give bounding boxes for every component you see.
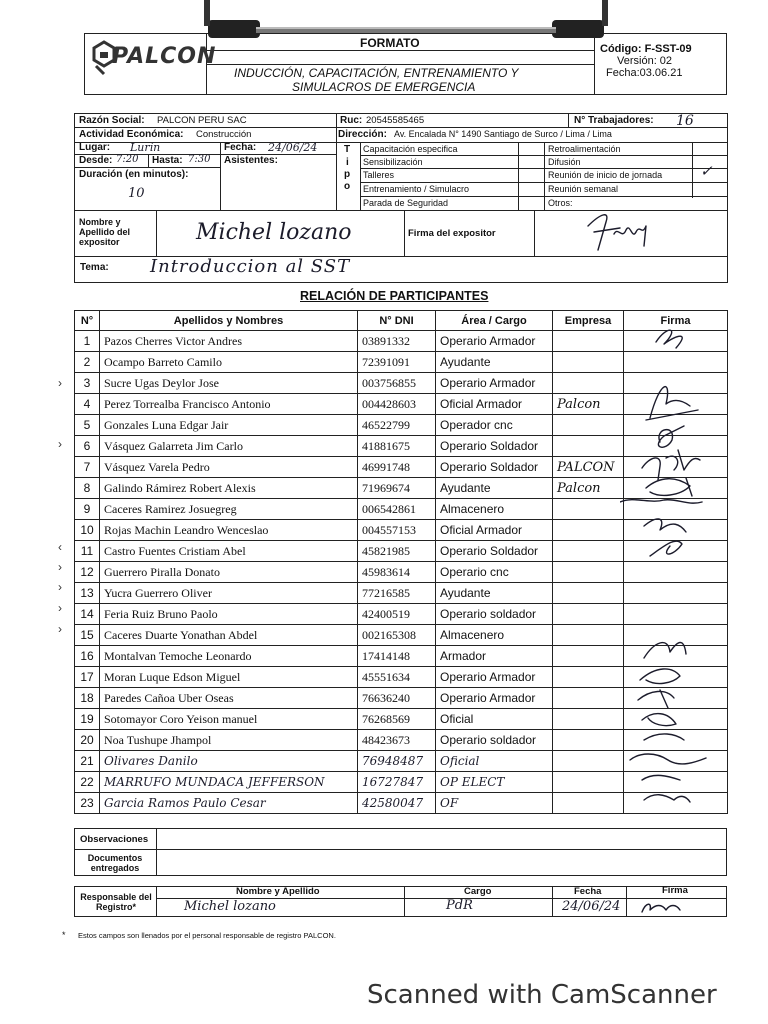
- participant-empresa: [553, 562, 624, 583]
- row-number: 3: [75, 373, 100, 394]
- participant-dni: 48423673: [358, 730, 436, 751]
- participant-empresa: Palcon: [553, 394, 624, 415]
- participant-name: Sucre Ugas Deylor Jose: [100, 373, 358, 394]
- participant-dni: 004557153: [358, 520, 436, 541]
- row-number: 16: [75, 646, 100, 667]
- footer-note: Estos campos son llenados por el personal responsable de registro PALCON.: [78, 931, 336, 940]
- row-number: 1: [75, 331, 100, 352]
- participant-empresa: [553, 415, 624, 436]
- participant-area: Operario cnc: [436, 562, 553, 583]
- expositor-label-1: Nombre y Apellido del expositor: [79, 217, 131, 247]
- participant-empresa: [553, 709, 624, 730]
- tipo-letter-2: i: [346, 157, 349, 168]
- participant-name: Paredes Cañoa Uber Oseas: [100, 688, 358, 709]
- tema-label: Tema:: [80, 262, 109, 273]
- row-number: 17: [75, 667, 100, 688]
- participant-area: Almacenero: [436, 499, 553, 520]
- doc-code: Código: F-SST-09: [600, 43, 692, 55]
- col-firma-label: Firma: [662, 885, 688, 896]
- desde-value: 7:20: [116, 154, 139, 165]
- signature-7: [642, 450, 700, 480]
- row-number: 11: [75, 541, 100, 562]
- participant-name: Rojas Machin Leandro Wenceslao: [100, 520, 358, 541]
- col-header-firma: Firma: [624, 311, 728, 331]
- participant-name: Ocampo Barreto Camilo: [100, 352, 358, 373]
- participant-area: Oficial: [436, 709, 553, 730]
- participant-dni: 71969674: [358, 478, 436, 499]
- participants-title: RELACIÓN DE PARTICIPANTES: [300, 289, 489, 303]
- participant-empresa: [553, 730, 624, 751]
- expositor-signature: [580, 206, 660, 254]
- actividad-value: Construcción: [196, 129, 252, 140]
- participant-name: Noa Tushupe Jhampol: [100, 730, 358, 751]
- tipo-option-difusion: Difusión: [548, 157, 581, 167]
- participant-name: Caceres Ramirez Josuegreg: [100, 499, 358, 520]
- participant-dni: 003756855: [358, 373, 436, 394]
- participant-dni: 77216585: [358, 583, 436, 604]
- participant-empresa: [553, 331, 624, 352]
- participant-area: Operador cnc: [436, 415, 553, 436]
- tipo-option-otros: Otros:: [548, 198, 573, 208]
- expositor-value: Michel lozano: [196, 220, 352, 245]
- ruc-value: 20545585465: [366, 115, 425, 126]
- participant-empresa: PALCON: [553, 457, 624, 478]
- participant-empresa: [553, 604, 624, 625]
- footer-note-bullet: *: [62, 930, 66, 940]
- direccion-label: Dirección:: [338, 129, 387, 140]
- participant-dni: 004428603: [358, 394, 436, 415]
- tipo-option-talleres: Talleres: [363, 170, 395, 180]
- signature-21: [630, 754, 706, 764]
- participant-area: Oficial Armador: [436, 394, 553, 415]
- tipo-option-inicio-jornada: Reunión de inicio de jornada: [548, 170, 663, 180]
- participant-name: Gonzales Luna Edgar Jair: [100, 415, 358, 436]
- row-number: 4: [75, 394, 100, 415]
- tipo-option-entrenamiento: Entrenamiento / Simulacro: [363, 184, 470, 194]
- row-number: 20: [75, 730, 100, 751]
- hasta-value: 7:30: [188, 154, 211, 165]
- participant-dni: 76268569: [358, 709, 436, 730]
- duracion-value: 10: [128, 186, 145, 201]
- row-number: 2: [75, 352, 100, 373]
- participant-area: OP ELECT: [436, 772, 553, 793]
- tipo-option-capacitacion: Capacitación especifica: [363, 144, 458, 154]
- participant-dni: 45983614: [358, 562, 436, 583]
- participant-empresa: [553, 436, 624, 457]
- participant-dni: 41881675: [358, 436, 436, 457]
- participant-name: Galindo Rámirez Robert Alexis: [100, 478, 358, 499]
- responsable-label: Responsable del Registro*: [80, 892, 152, 912]
- col-cargo-label: Cargo: [464, 886, 492, 897]
- trabajadores-value: 16: [676, 113, 694, 129]
- duracion-label: Duración (en minutos):: [79, 169, 189, 180]
- signature-16: [644, 643, 686, 659]
- logo-text: PALCON: [112, 44, 217, 69]
- signature-23: [644, 795, 690, 802]
- row-number: 19: [75, 709, 100, 730]
- check-mark-icon: ✓: [700, 162, 713, 180]
- doc-date: Fecha:03.06.21: [606, 67, 683, 79]
- lugar-value: Lurín: [130, 141, 161, 154]
- row-number: 21: [75, 751, 100, 772]
- participant-dni: 42580047: [358, 793, 436, 814]
- tipo-option-sensibilizacion: Sensibilización: [363, 157, 423, 167]
- row-number: 10: [75, 520, 100, 541]
- participant-dni: 45821985: [358, 541, 436, 562]
- participant-area: Operario Soldador: [436, 436, 553, 457]
- doc-title-line2: SIMULACROS DE EMERGENCIA: [292, 80, 476, 94]
- row-number: 8: [75, 478, 100, 499]
- participant-name: Yucra Guerrero Oliver: [100, 583, 358, 604]
- doc-version: Versión: 02: [617, 55, 673, 67]
- row-number: 18: [75, 688, 100, 709]
- participant-area: Operario soldador: [436, 730, 553, 751]
- doc-type: FORMATO: [360, 36, 420, 50]
- col-header-dni: N° DNI: [358, 311, 436, 331]
- signature-8: [646, 478, 692, 496]
- participant-dni: 16727847: [358, 772, 436, 793]
- actividad-label: Actividad Económica:: [79, 129, 184, 140]
- participant-area: OF: [436, 793, 553, 814]
- col-fecha-label: Fecha: [574, 886, 602, 897]
- participant-dni: 72391091: [358, 352, 436, 373]
- participant-name: Vásquez Varela Pedro: [100, 457, 358, 478]
- participant-dni: 42400519: [358, 604, 436, 625]
- tipo-option-parada: Parada de Seguridad: [363, 198, 449, 208]
- signature-17: [640, 669, 680, 684]
- asistentes-label: Asistentes:: [224, 155, 278, 166]
- row-number: 15: [75, 625, 100, 646]
- direccion-value: Av. Encalada N° 1490 Santiago de Surco / Lima / Lima: [394, 129, 612, 139]
- col-header-area: Área / Cargo: [436, 311, 553, 331]
- participant-empresa: [553, 751, 624, 772]
- responsable-fecha: 24/06/24: [562, 899, 621, 914]
- observaciones-label: Observaciones: [80, 834, 149, 845]
- razon-social-label: Razón Social:: [79, 115, 145, 126]
- signature-22: [642, 775, 680, 780]
- participant-signatures: [620, 320, 728, 810]
- doc-title-line1: INDUCCIÓN, CAPACITACIÓN, ENTRENAMIENTO Y: [234, 66, 519, 80]
- row-number: 6: [75, 436, 100, 457]
- row-number: 13: [75, 583, 100, 604]
- participant-name: MARRUFO MUNDACA JEFFERSON: [100, 772, 358, 793]
- participant-area: Almacenero: [436, 625, 553, 646]
- participant-area: Operario Armador: [436, 331, 553, 352]
- camscanner-watermark: Scanned with CamScanner: [367, 980, 717, 1010]
- signature-18: [638, 690, 674, 708]
- fecha-value: 24/06/24: [268, 141, 318, 154]
- responsable-nombre: Michel lozano: [184, 899, 276, 914]
- participant-dni: 03891332: [358, 331, 436, 352]
- participant-name: Guerrero Piralla Donato: [100, 562, 358, 583]
- participant-dni: 46522799: [358, 415, 436, 436]
- trabajadores-label: N° Trabajadores:: [574, 115, 654, 126]
- signature-9: [620, 500, 702, 503]
- participant-empresa: [553, 793, 624, 814]
- participant-name: Moran Luque Edson Miguel: [100, 667, 358, 688]
- participant-dni: 76948487: [358, 751, 436, 772]
- participant-empresa: [553, 352, 624, 373]
- tipo-letter-3: p: [344, 169, 351, 180]
- tipo-option-semanal: Reunión semanal: [548, 184, 619, 194]
- participant-name: Feria Ruiz Bruno Paolo: [100, 604, 358, 625]
- col-header-empresa: Empresa: [553, 311, 624, 331]
- row-number: 14: [75, 604, 100, 625]
- row-number: 12: [75, 562, 100, 583]
- participant-area: Operario Soldador: [436, 541, 553, 562]
- signature-10: [644, 519, 686, 532]
- participant-area: Operario Armador: [436, 667, 553, 688]
- signature-11: [650, 541, 682, 556]
- participant-name: Garcia Ramos Paulo Cesar: [100, 793, 358, 814]
- participant-area: Operario Armador: [436, 373, 553, 394]
- participant-dni: 45551634: [358, 667, 436, 688]
- participant-area: Oficial: [436, 751, 553, 772]
- hasta-label: Hasta:: [152, 155, 183, 166]
- participant-empresa: [553, 373, 624, 394]
- participant-empresa: [553, 667, 624, 688]
- tema-value: Introduccion al SST: [150, 256, 351, 277]
- participant-area: Ayudante: [436, 583, 553, 604]
- participant-area: Operario soldador: [436, 604, 553, 625]
- signature-19: [642, 714, 676, 726]
- participant-name: Vásquez Galarreta Jim Carlo: [100, 436, 358, 457]
- participant-area: Ayudante: [436, 352, 553, 373]
- col-header-name: Apellidos y Nombres: [100, 311, 358, 331]
- participant-dni: 17414148: [358, 646, 436, 667]
- participant-dni: 46991748: [358, 457, 436, 478]
- participant-area: Oficial Armador: [436, 520, 553, 541]
- participant-area: Armador: [436, 646, 553, 667]
- row-number: 22: [75, 772, 100, 793]
- tipo-option-retroalimentacion: Retroalimentación: [548, 144, 621, 154]
- participant-empresa: [553, 625, 624, 646]
- documentos-label: Documentos entregados: [87, 853, 143, 873]
- desde-label: Desde:: [79, 155, 113, 166]
- participant-area: Operario Armador: [436, 688, 553, 709]
- participant-name: Pazos Cherres Victor Andres: [100, 331, 358, 352]
- participant-empresa: [553, 772, 624, 793]
- col-nombre-label: Nombre y Apellido: [236, 886, 320, 897]
- participant-empresa: Palcon: [553, 478, 624, 499]
- observaciones-box: [74, 828, 727, 876]
- responsable-box: [74, 886, 727, 917]
- participant-name: Sotomayor Coro Yeison manuel: [100, 709, 358, 730]
- ruc-label: Ruc:: [340, 115, 363, 126]
- firma-expositor-label: Firma del expositor: [408, 228, 496, 239]
- signature-4: [646, 387, 698, 420]
- participant-empresa: [553, 646, 624, 667]
- participant-empresa: [553, 499, 624, 520]
- responsable-cargo: PdR: [446, 898, 473, 913]
- participant-empresa: [553, 583, 624, 604]
- fecha-label: Fecha:: [224, 142, 257, 153]
- participant-name: Castro Fuentes Cristiam Abel: [100, 541, 358, 562]
- signature-20: [644, 734, 684, 740]
- col-header-n: N°: [75, 311, 100, 331]
- participant-empresa: [553, 541, 624, 562]
- participant-area: Ayudante: [436, 478, 553, 499]
- participant-name: Caceres Duarte Yonathan Abdel: [100, 625, 358, 646]
- row-number: 23: [75, 793, 100, 814]
- responsable-signature: [636, 898, 696, 916]
- participant-empresa: [553, 520, 624, 541]
- signature-6: [658, 426, 684, 447]
- participant-name: Perez Torrealba Francisco Antonio: [100, 394, 358, 415]
- participant-name: Olivares Danilo: [100, 751, 358, 772]
- lugar-label: Lugar:: [79, 142, 111, 153]
- row-number: 5: [75, 415, 100, 436]
- row-number: 9: [75, 499, 100, 520]
- row-number: 7: [75, 457, 100, 478]
- company-logo: [90, 38, 217, 78]
- participant-dni: 002165308: [358, 625, 436, 646]
- participant-area: Operario Soldador: [436, 457, 553, 478]
- tipo-letter-4: o: [344, 181, 351, 192]
- participant-empresa: [553, 688, 624, 709]
- participant-dni: 006542861: [358, 499, 436, 520]
- participant-name: Montalvan Temoche Leonardo: [100, 646, 358, 667]
- participant-dni: 76636240: [358, 688, 436, 709]
- tipo-letter-1: T: [344, 144, 351, 155]
- signature-1: [656, 330, 682, 348]
- razon-social-value: PALCON PERU SAC: [157, 115, 247, 126]
